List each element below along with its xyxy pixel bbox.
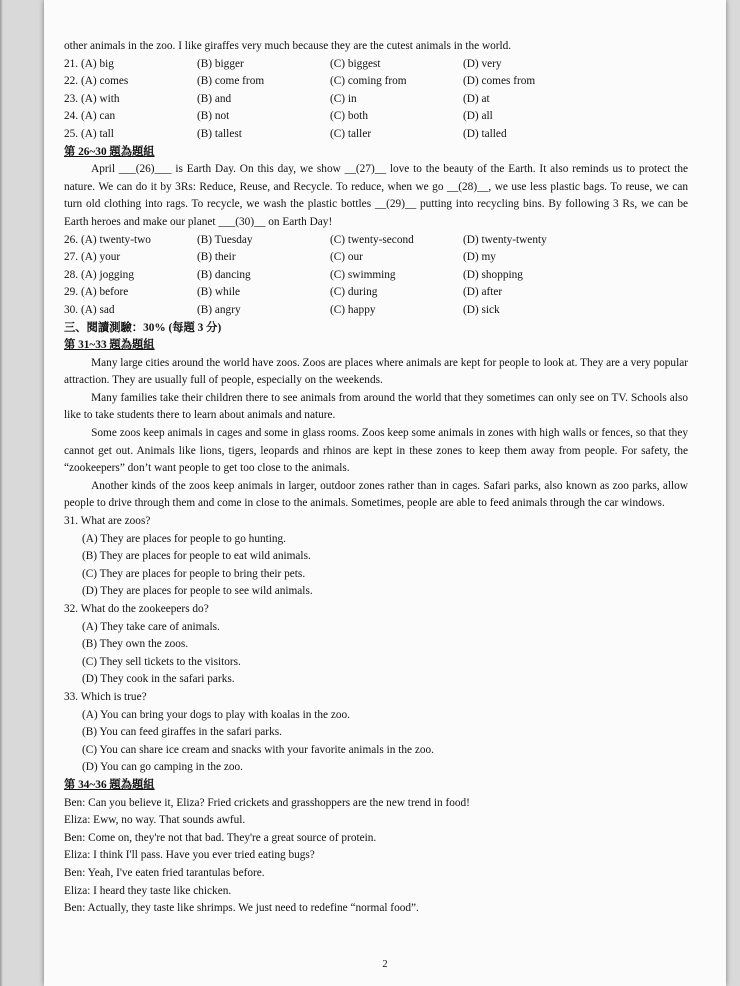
option: 23. (A) with: [64, 92, 120, 105]
question-25: [64, 126, 688, 144]
option: (C) coming from: [330, 75, 407, 88]
option: (B) angry: [197, 303, 241, 316]
dialogue-line: Eliza: I think I'll pass. Have you ever tried eating bugs?: [64, 849, 315, 862]
option: (D) sick: [463, 303, 500, 316]
exam-page: [44, 0, 726, 986]
dialogue-line: Ben: Actually, they taste like shrimps. We just need to redefine “normal food”.: [64, 902, 419, 915]
questions-21-25: [64, 56, 688, 144]
question-31: [64, 513, 688, 601]
choice: (B) You can feed giraffes in the safari parks.: [82, 726, 282, 739]
option: (D) very: [463, 57, 502, 70]
dialogue-line: Eliza: I heard they taste like chicken.: [64, 884, 232, 897]
question-27: [64, 249, 688, 267]
zoo-paragraph: Another kinds of the zoos keep animals in larger, outdoor zones rather than in cages. Safari parks, also known as zoo parks, allow people to drive through them and come in close to the animals. Sometimes, people are able to feed animals through the car windows.: [64, 479, 688, 510]
choice: (B) They are places for people to eat wild animals.: [82, 550, 311, 563]
choice: (A) You can bring your dogs to play with koalas in the zoo.: [82, 708, 350, 721]
option: (D) comes from: [463, 75, 536, 88]
question-28: [64, 267, 688, 285]
choice: (A) They take care of animals.: [82, 620, 220, 633]
option: 21. (A) big: [64, 57, 114, 70]
option: (B) come from: [197, 75, 265, 88]
question-26: [64, 232, 688, 250]
option: (D) talled: [463, 127, 507, 140]
question-23: [64, 91, 688, 109]
question-text: 33. Which is true?: [64, 690, 147, 703]
option: (B) Tuesday: [197, 233, 253, 246]
question-22: [64, 73, 688, 91]
option: (C) our: [330, 251, 363, 264]
question-29: [64, 284, 688, 302]
choice: (C) They sell tickets to the visitors.: [82, 655, 241, 668]
option: (C) during: [330, 286, 378, 299]
option: 30. (A) sad: [64, 303, 115, 316]
section-title-reading: 三、閱讀測驗：30% (每題 3 分): [64, 321, 222, 334]
dialogue-line: Ben: Can you believe it, Eliza? Fried crickets and grasshoppers are the new trend in food!: [64, 796, 470, 809]
question-21: [64, 56, 688, 74]
group-heading-31-33: 第 31~33 題為題組: [64, 339, 155, 352]
group-heading-34-36: 第 34~36 題為題組: [64, 778, 155, 791]
question-text: 31. What are zoos?: [64, 515, 151, 528]
option: (C) in: [330, 92, 357, 105]
dialogue-line: Ben: Come on, they're not that bad. They're a great source of protein.: [64, 831, 377, 844]
dialogue-line: Ben: Yeah, I've eaten fried tarantulas before.: [64, 866, 265, 879]
question-33: [64, 689, 688, 777]
option: (C) taller: [330, 127, 372, 140]
option: (B) not: [197, 110, 230, 123]
option: 26. (A) twenty-two: [64, 233, 151, 246]
option: 27. (A) your: [64, 251, 121, 264]
option: 25. (A) tall: [64, 127, 114, 140]
question-30: [64, 302, 688, 320]
choice: (B) They own the zoos.: [82, 638, 189, 651]
option: 22. (A) comes: [64, 75, 129, 88]
option: (D) my: [463, 251, 496, 264]
zoo-paragraph: Many large cities around the world have zoos. Zoos are places where animals are kept for people to look at. They are a very popular attraction. They are usually full of people, especially on the weekends.: [64, 356, 688, 387]
questions-26-30: [64, 232, 688, 320]
continued-text-line: other animals in the zoo. I like giraffes very much because they are the cutest animals in the world.: [64, 40, 512, 52]
question-32: [64, 601, 688, 689]
group-heading-26-30: 第 26~30 題為題組: [64, 145, 155, 158]
option: (B) their: [197, 251, 236, 264]
choice: (A) They are places for people to go hunting.: [82, 532, 287, 545]
option: (B) and: [197, 92, 232, 105]
choice: (C) They are places for people to bring their pets.: [82, 567, 306, 580]
choice: (C) You can share ice cream and snacks with your favorite animals in the zoo.: [82, 743, 434, 756]
question-text: 32. What do the zookeepers do?: [64, 603, 209, 615]
option: (B) while: [197, 286, 240, 299]
earth-day-passage: April ___(26)___ is Earth Day. On this day, we show __(27)__ love to the beauty of the Earth. It also reminds us to protect the nature. We can do it by 3Rs: Reduce, Reuse, and Recycle. To reduce, when we go __(28)__, we use less plastic bags. To reuse, we can turn old clothing into rags. To recycle, we wash the plastic bottles __(29)__ putting into recycling bins. By following 3 Rs, we can be Earth heroes and make our planet ___(30)__ on Earth Day!: [64, 163, 688, 228]
option: (D) all: [463, 110, 493, 123]
option: (B) bigger: [197, 57, 244, 70]
option: (D) twenty-twenty: [463, 233, 547, 246]
zoo-paragraph: Many families take their children there to see animals from around the world that they sometimes can only see on TV. Schools also like to take students there to learn about animals and nature.: [64, 391, 688, 422]
option: 24. (A) can: [64, 110, 116, 123]
dialogue-line: Eliza: Eww, no way. That sounds awful.: [64, 814, 246, 827]
zoo-paragraph: Some zoos keep animals in cages and some in glass rooms. Zoos keep some animals in zones with high walls or fences, so that they cannot get out. Animals like lions, tigers, leopards and rhinos are kept in these zones to keep them away from people. For safety, the “zookeepers” don’t want people to get too close to the animals.: [64, 427, 688, 475]
option: 28. (A) jogging: [64, 268, 134, 281]
choice: (D) You can go camping in the zoo.: [82, 761, 243, 774]
choice: (D) They are places for people to see wild animals.: [82, 585, 313, 598]
page-number: 2: [382, 959, 388, 970]
option: (C) happy: [330, 303, 376, 316]
dialogue: [64, 795, 688, 918]
option: (C) swimming: [330, 268, 396, 281]
option: (D) at: [463, 92, 490, 105]
question-24: [64, 108, 688, 126]
option: (D) shopping: [463, 268, 523, 281]
option: (C) biggest: [330, 57, 381, 70]
option: (D) after: [463, 286, 503, 299]
option: (C) both: [330, 110, 368, 123]
option: (B) tallest: [197, 127, 242, 140]
option: (C) twenty-second: [330, 233, 414, 246]
option: 29. (A) before: [64, 286, 129, 299]
option: (B) dancing: [197, 268, 251, 281]
choice: (D) They cook in the safari parks.: [82, 673, 235, 686]
